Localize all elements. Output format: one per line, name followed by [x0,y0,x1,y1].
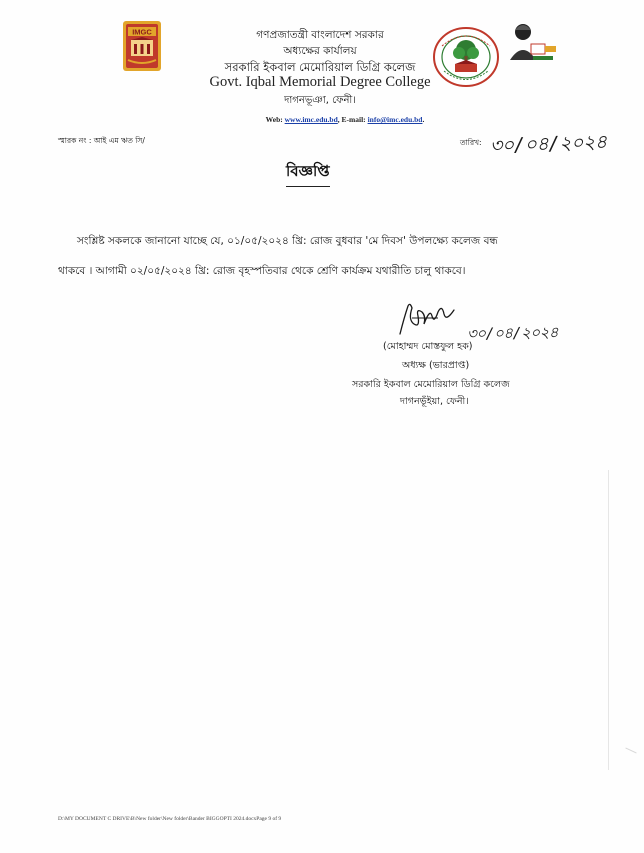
signature [398,298,460,338]
notice-line-2: থাকবে । আগামী ০২/০৫/২০২৪ খ্রি: রোজ বৃহস্পতিবার থেকে শ্রেণি কার্যক্রম যথারীতি চালু থাকবে। [58,265,466,277]
college-seal [432,26,500,88]
signatory-place: দাগনভূঁইয়া, ফেনী। [400,396,469,407]
web-label: Web: [265,115,283,124]
portrait-emblem [505,18,559,66]
college-name-en: Govt. Iqbal Memorial Degree College [209,74,431,90]
college-location: দাগনভূঞা, ফেনী। [284,95,356,106]
signatory-name: (মোহাম্মদ মোস্তফুল হক) [383,341,473,352]
office-heading: অধ্যক্ষের কার্যালয় [283,45,357,57]
email-link[interactable]: info@imc.edu.bd [367,115,423,124]
scan-edge-mark [625,748,636,754]
college-name-bn: সরকারি ইকবাল মেমোরিয়াল ডিগ্রি কলেজ [224,60,416,74]
logo-text: IMGC [132,27,152,37]
handwritten-date: ৩০/০৪/২০২৪ [489,130,607,158]
contact-line [150,115,540,124]
memo-number: স্মারক নং : আই এম ঋত সি/ [58,136,145,145]
website-link[interactable]: www.imc.edu.bd [284,115,338,124]
government-heading: গণপ্রজাতন্ত্রী বাংলাদেশ সরকার [256,29,384,41]
signatory-college: সরকারি ইকবাল মেমোরিয়াল ডিগ্রি কলেজ [352,379,510,390]
date-label: তারিখ: [460,138,482,147]
signature-date: ৩০/০৪/২০২৪ [466,323,559,343]
contact-end: . [422,115,425,124]
email-label: , E-mail: [337,115,366,124]
scan-edge-line [608,470,609,770]
notice-line-1: সংশ্লিষ্ট সকলকে জানানো যাচ্ছে যে, ০১/০৫/২০২৪ খ্রি: রোজ বুধবার 'মে দিবস' উপলক্ষ্যে কলেজ বন্ধ [77,235,498,247]
signatory-role: অধ্যক্ষ (ভারপ্রাপ্ত) [402,360,470,371]
notice-title: বিজ্ঞপ্তি [286,160,330,187]
college-logo [122,20,162,72]
file-path-footer: D:\MY DOCUMENT C DRIVE\B\New folder\New folder\Bander BIGGOPTI 2024.docxPage 9 of 9 [58,816,282,822]
